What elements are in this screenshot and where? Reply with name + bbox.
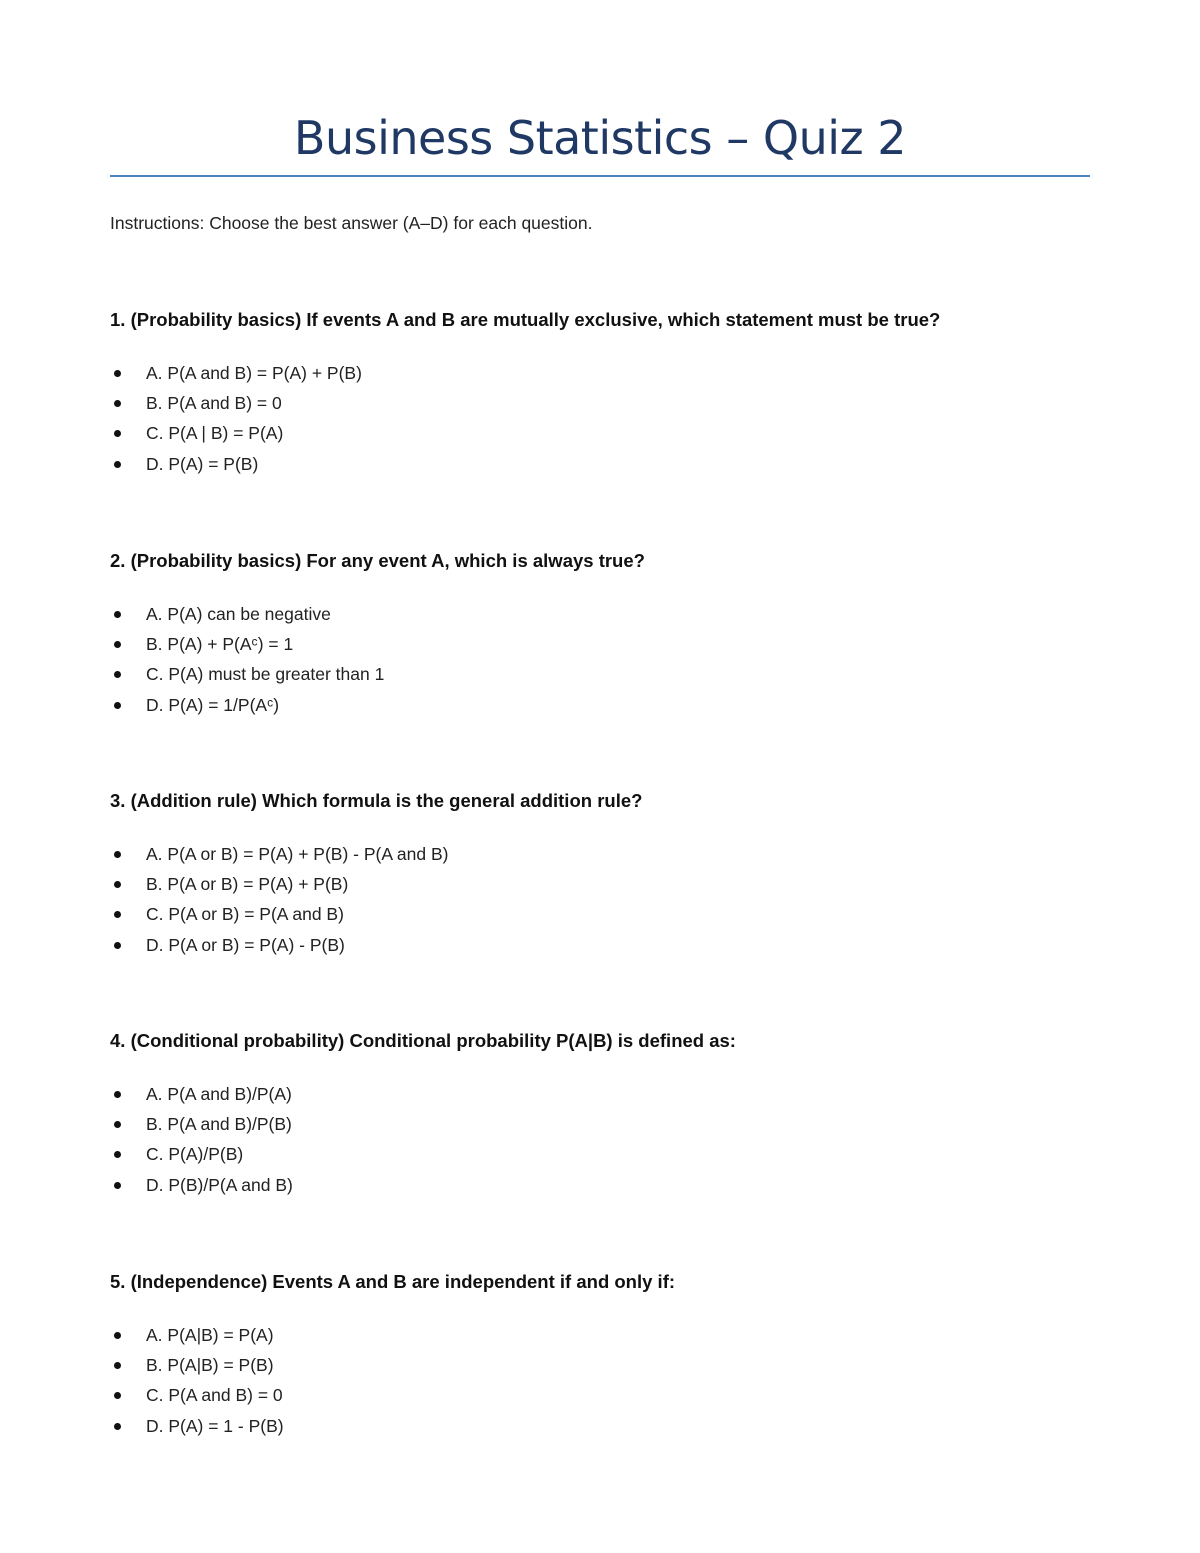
option-text: B. P(A and B) = 0 xyxy=(146,393,282,414)
option-text: B. P(A or B) = P(A) + P(B) xyxy=(146,874,349,895)
bullet-icon xyxy=(114,1182,121,1189)
option-text: D. P(A) = 1 - P(B) xyxy=(146,1415,284,1436)
question-1 xyxy=(110,308,1090,479)
option-text: C. P(A)/P(B) xyxy=(146,1144,244,1165)
option-d xyxy=(110,690,1090,720)
option-a xyxy=(110,1079,1090,1109)
option-d xyxy=(110,1170,1090,1200)
bullet-icon xyxy=(114,400,121,407)
instructions-text: Instructions: Choose the best answer (A–D) for each question. xyxy=(110,213,593,233)
option-d xyxy=(110,449,1090,479)
bullet-icon xyxy=(114,641,121,648)
option-text: A. P(A and B) = P(A) + P(B) xyxy=(146,363,362,383)
option-b xyxy=(110,869,1090,899)
option-list xyxy=(110,599,1090,720)
option-a xyxy=(110,358,1090,388)
option-text: D. P(A) = P(B) xyxy=(146,453,259,474)
bullet-icon xyxy=(114,671,121,678)
title-underline xyxy=(110,175,1090,177)
option-c xyxy=(110,899,1090,929)
option-a xyxy=(110,1320,1090,1350)
bullet-icon xyxy=(114,461,121,468)
bullet-icon xyxy=(114,1091,121,1098)
option-a xyxy=(110,599,1090,629)
option-text: B. P(A) + P(Aᶜ) = 1 xyxy=(146,634,294,655)
option-b xyxy=(110,1109,1090,1139)
question-heading: 4. (Conditional probability) Conditional probability P(A|B) is defined as: xyxy=(110,1030,736,1051)
bullet-icon xyxy=(114,1151,121,1158)
option-list xyxy=(110,839,1090,960)
option-b xyxy=(110,629,1090,659)
question-3 xyxy=(110,789,1090,960)
option-a xyxy=(110,839,1090,869)
option-c xyxy=(110,418,1090,448)
option-text: D. P(A or B) = P(A) - P(B) xyxy=(146,934,345,955)
option-b xyxy=(110,388,1090,418)
option-d xyxy=(110,930,1090,960)
question-4 xyxy=(110,1029,1090,1200)
bullet-icon xyxy=(114,1121,121,1128)
bullet-icon xyxy=(114,881,121,888)
bullet-icon xyxy=(114,911,121,918)
option-c xyxy=(110,1139,1090,1169)
option-text: C. P(A or B) = P(A and B) xyxy=(146,904,344,925)
question-heading: 1. (Probability basics) If events A and B are mutually exclusive, which statement must be true? xyxy=(110,309,941,330)
option-c xyxy=(110,659,1090,689)
option-text: C. P(A | B) = P(A) xyxy=(146,423,284,444)
page-title: Business Statistics – Quiz 2 xyxy=(293,111,907,165)
question-5 xyxy=(110,1270,1090,1441)
option-text: D. P(A) = 1/P(Aᶜ) xyxy=(146,694,280,715)
option-list xyxy=(110,1079,1090,1200)
option-d xyxy=(110,1411,1090,1441)
question-heading: 5. (Independence) Events A and B are independent if and only if: xyxy=(110,1271,676,1292)
option-list xyxy=(110,1320,1090,1441)
bullet-icon xyxy=(114,370,121,377)
option-text: A. P(A) can be negative xyxy=(146,604,331,624)
bullet-icon xyxy=(114,430,121,437)
option-text: A. P(A and B)/P(A) xyxy=(146,1084,292,1104)
bullet-icon xyxy=(114,942,121,949)
bullet-icon xyxy=(114,1423,121,1430)
option-text: C. P(A) must be greater than 1 xyxy=(146,664,385,685)
option-text: B. P(A|B) = P(B) xyxy=(146,1355,274,1376)
bullet-icon xyxy=(114,1392,121,1399)
question-heading: 3. (Addition rule) Which formula is the general addition rule? xyxy=(110,790,643,811)
bullet-icon xyxy=(114,1332,121,1339)
option-text: B. P(A and B)/P(B) xyxy=(146,1114,292,1135)
bullet-icon xyxy=(114,611,121,618)
option-text: D. P(B)/P(A and B) xyxy=(146,1174,293,1195)
bullet-icon xyxy=(114,1362,121,1369)
option-text: A. P(A|B) = P(A) xyxy=(146,1325,274,1345)
bullet-icon xyxy=(114,702,121,709)
option-b xyxy=(110,1350,1090,1380)
bullet-icon xyxy=(114,851,121,858)
option-text: A. P(A or B) = P(A) + P(B) - P(A and B) xyxy=(146,844,449,864)
option-c xyxy=(110,1380,1090,1410)
question-2 xyxy=(110,549,1090,720)
option-list xyxy=(110,358,1090,479)
question-heading: 2. (Probability basics) For any event A, which is always true? xyxy=(110,550,645,571)
option-text: C. P(A and B) = 0 xyxy=(146,1385,283,1406)
